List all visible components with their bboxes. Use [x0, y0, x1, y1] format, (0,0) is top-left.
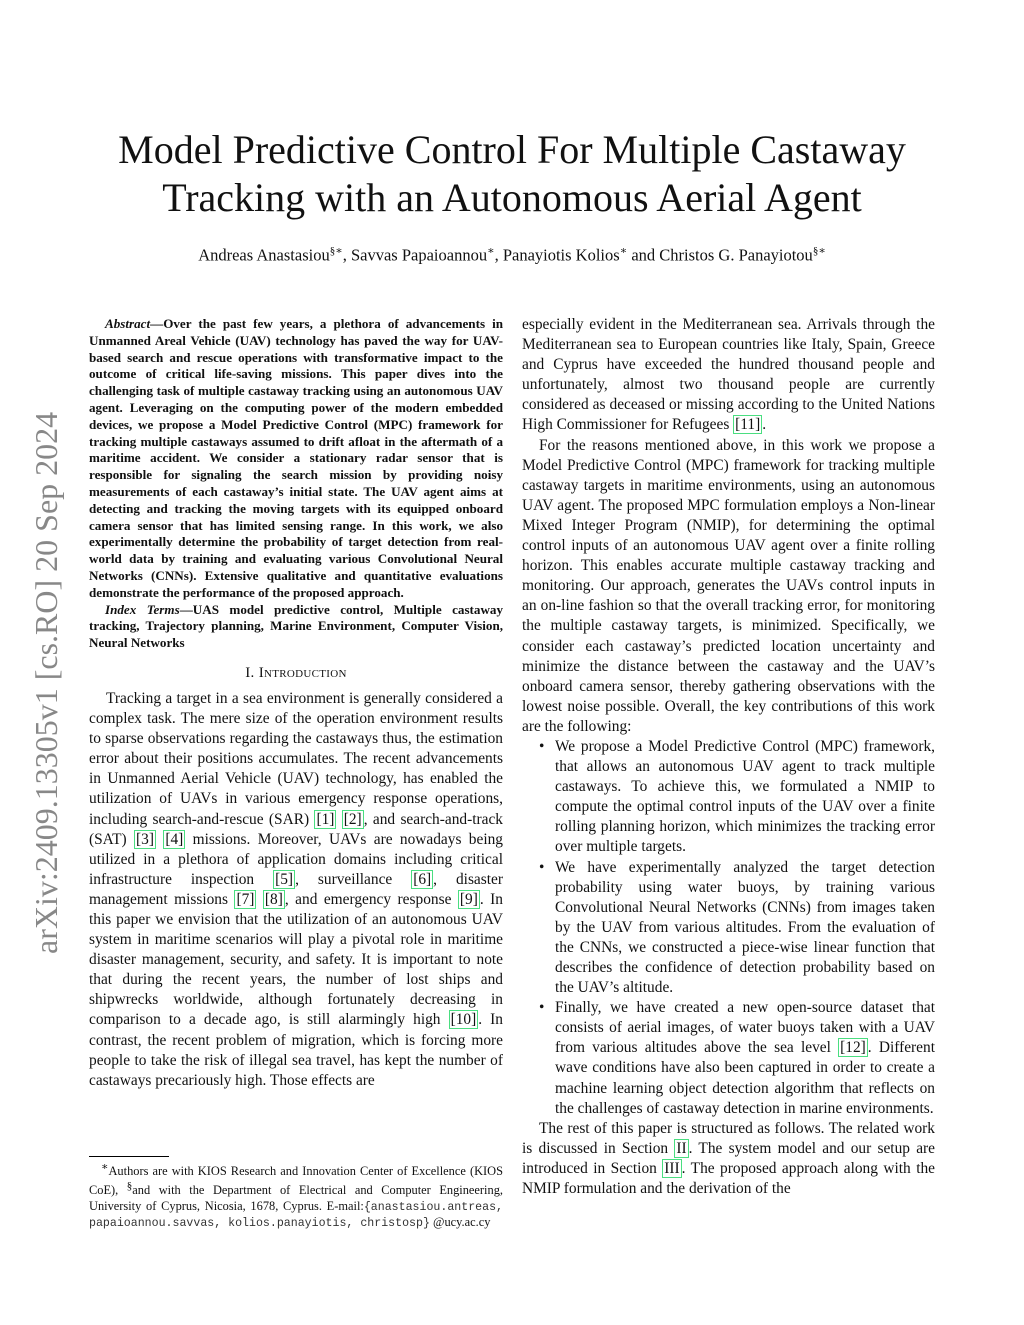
- left-column: [89, 316, 503, 1091]
- citation-link[interactable]: [6]: [413, 870, 432, 888]
- citation-link[interactable]: [11]: [735, 416, 761, 434]
- author-1: Andreas Anastasiou: [198, 245, 330, 265]
- citation-link[interactable]: [1]: [316, 810, 335, 828]
- citation-link[interactable]: [9]: [459, 890, 478, 908]
- intro-paragraph: Tracking a target in a sea environment is generally considered a complex task. The mere size of the operation environment results to sparse observations regarding the castaways thus, the estimation error about their positions accumulates. The recent advancements in Unmanned Aerial Vehicle (UAV) technology, has enabled the utilization of UAVs in various emergency response operations, including search-and-rescue (SAR) [1] [2] , and search-and-track (SAT) [3] [4] missions. Moreover, UAVs are nowadays being utilized in a plethora of application domains including critical infrastructure inspection [5] , surveillance [6] , disaster management missions [7] [8] , and emergency response [9] . In this paper we envision that the utilization of an autonomous UAV system in maritime scenarios will play a pivotal role in maritime disaster management, security, and safety. It is important to note that during the recent years, the number of lost ships and shipwrecks worldwide, although fortunately decreasing in comparison to a decade ago, is still alarmingly high [10] . In contrast, the recent problem of migration, which is forcing more people to take the risk of illegal sea travel, has kept the number of castaways precariously high. Those effects are: [89, 689, 504, 1089]
- email-list: {anastasiou.antreas, papaioannou.savvas, kolios.panayiotis, christosp}: [89, 1200, 503, 1231]
- citation-link[interactable]: [8]: [264, 890, 283, 908]
- footnote: ∗Authors are with KIOS Research and Innovation Center of Excellence (KIOS CoE), §and with the Department of Electrical and Computer Engineering, University of Cyprus, Nicosia, 1678, Cyprus. E-mail:{anastasiou.antreas, papaioannou.savvas, kolios.panayiotis, christosp} @ucy.ac.cy: [89, 1161, 503, 1231]
- abstract-label: Abstract: [105, 316, 151, 331]
- citation-link[interactable]: [4]: [165, 830, 184, 848]
- arxiv-stamp: arXiv:2409.13305v1 [cs.RO] 20 Sep 2024: [28, 411, 64, 954]
- list-item: • Finally, we have created a new open-source dataset that consists of aerial images, of water buoys taken with a UAV from various altitudes above the sea level [12] . Different wave conditions have also been captured in order to create a machine learning object detection algorithm that reflects on the challenges of castaway detection in marine environments.: [522, 998, 935, 1119]
- author-4: Christos G. Panayiotou: [659, 245, 813, 265]
- paper-title: [60, 126, 964, 222]
- author-3: Panayiotis Kolios: [502, 245, 620, 265]
- section-link[interactable]: III: [664, 1159, 680, 1177]
- citation-link[interactable]: [2]: [343, 810, 362, 828]
- title-line-1: Model Predictive Control For Multiple Castaway: [118, 127, 906, 172]
- citation-link[interactable]: [7]: [236, 890, 255, 908]
- abstract: Abstract—Over the past few years, a plethora of advancements in Unmanned Areal Vehicle (UAV) technology has paved the way for UAV-based search and rescue operations with transformative impact to the outcome of critical life-saving missions. This paper dives into the challenging task of multiple castaway tracking using an autonomous UAV agent. Leveraging on the computing power of the modern embedded devices, we propose a Model Predictive Control (MPC) framework for tracking multiple castaways assumed to drift afloat in the aftermath of a maritime accident. We consider a stationary radar sensor that is responsible for signaling the search mission by providing noisy measurements of each castaway’s initial state. The UAV agent aims at detecting and tracking the moving targets with its equipped onboard camera sensor that has limited sensing range. In this work, we also experimentally determine the probability of target detection from real-world data by training and evaluating various Convolutional Neural Networks (CNNs). Extensive qualitative and quantitative evaluations demonstrate the performance of the proposed approach.: [89, 316, 503, 600]
- footnote-rule: [89, 1156, 169, 1157]
- index-terms-label: Index Terms: [105, 601, 180, 617]
- right-paragraph-3: The rest of this paper is structured as follows. The related work is discussed in Section II . The system model and our setup are introduced in Section III . The proposed approach along with the NMIP formulation and the derivation of the: [522, 1119, 935, 1198]
- author-2: Savvas Papaioannou: [350, 245, 488, 265]
- list-item: • We propose a Model Predictive Control (MPC) framework, that allows an autonomous UAV agent to track multiple castaways. To achieve this, we formulated a NMIP to compute the optimal control inputs of the UAV over a finite rolling planning horizon, which minimizes the tracking error over multiple targets.: [522, 737, 935, 858]
- right-paragraph-2: For the reasons mentioned above, in this work we propose a Model Predictive Control (MPC) framework for tracking multiple castaway targets in maritime environments, using an autonomous UAV agent. The proposed MPC formulation employs a Non-linear Mixed Integer Program (NMIP), for determining the optimal control inputs of an autonomous UAV agent over a finite rolling horizon. This enables accurate multiple castaway tracking and monitoring. Our approach, generates the UAVs control inputs in an on-line fashion so that the overall tracking error, for monitoring the multiple castaway targets, is minimized. Specifically, we consider each castaway’s predicted location uncertainty and minimize the distance between the castaway and the UAV’s onboard camera sensor, thereby gathering observations with the lowest noise possible. Overall, the key contributions of this work are the following:: [522, 436, 935, 735]
- section-link[interactable]: II: [676, 1139, 687, 1157]
- title-line-2: Tracking with an Autonomous Aerial Agent: [162, 175, 862, 220]
- section-heading-introduction: I. Introduction: [245, 664, 347, 681]
- right-column: [522, 315, 935, 1199]
- citation-link[interactable]: [10]: [450, 1011, 477, 1029]
- author-list: Andreas Anastasiou§∗, Savvas Papaioannou∗, Panayiotis Kolios∗ and Christos G. Panayiotou§∗: [198, 245, 826, 265]
- right-paragraph-1: especially evident in the Mediterranean sea. Arrivals through the Mediterranean sea to European countries like Italy, Spain, Greece and Cyprus have exceeded the hundred thousand people and unfortunately, almost two thousand people are currently considered as deceased or missing according to the United Nations High Commissioner for Refugees [11] .: [522, 316, 935, 434]
- citation-link[interactable]: [12]: [840, 1039, 866, 1057]
- index-terms: Index Terms—UAS model predictive control, Multiple castaway tracking, Trajectory planning, Marine Environment, Computer Vision, Neural Networks: [89, 601, 503, 651]
- citation-link[interactable]: [5]: [275, 870, 294, 888]
- citation-link[interactable]: [3]: [136, 830, 154, 848]
- list-item: • We have experimentally analyzed the target detection probability using water buoys, by training various Convolutional Neural Networks (CNNs) from images taken by the UAV from various altitudes. From the evaluation of the CNNs, we constructed a piece-wise linear function that describes the confidence of detection probability based on the UAV’s altitude.: [522, 858, 935, 999]
- contributions-list: [522, 737, 935, 1119]
